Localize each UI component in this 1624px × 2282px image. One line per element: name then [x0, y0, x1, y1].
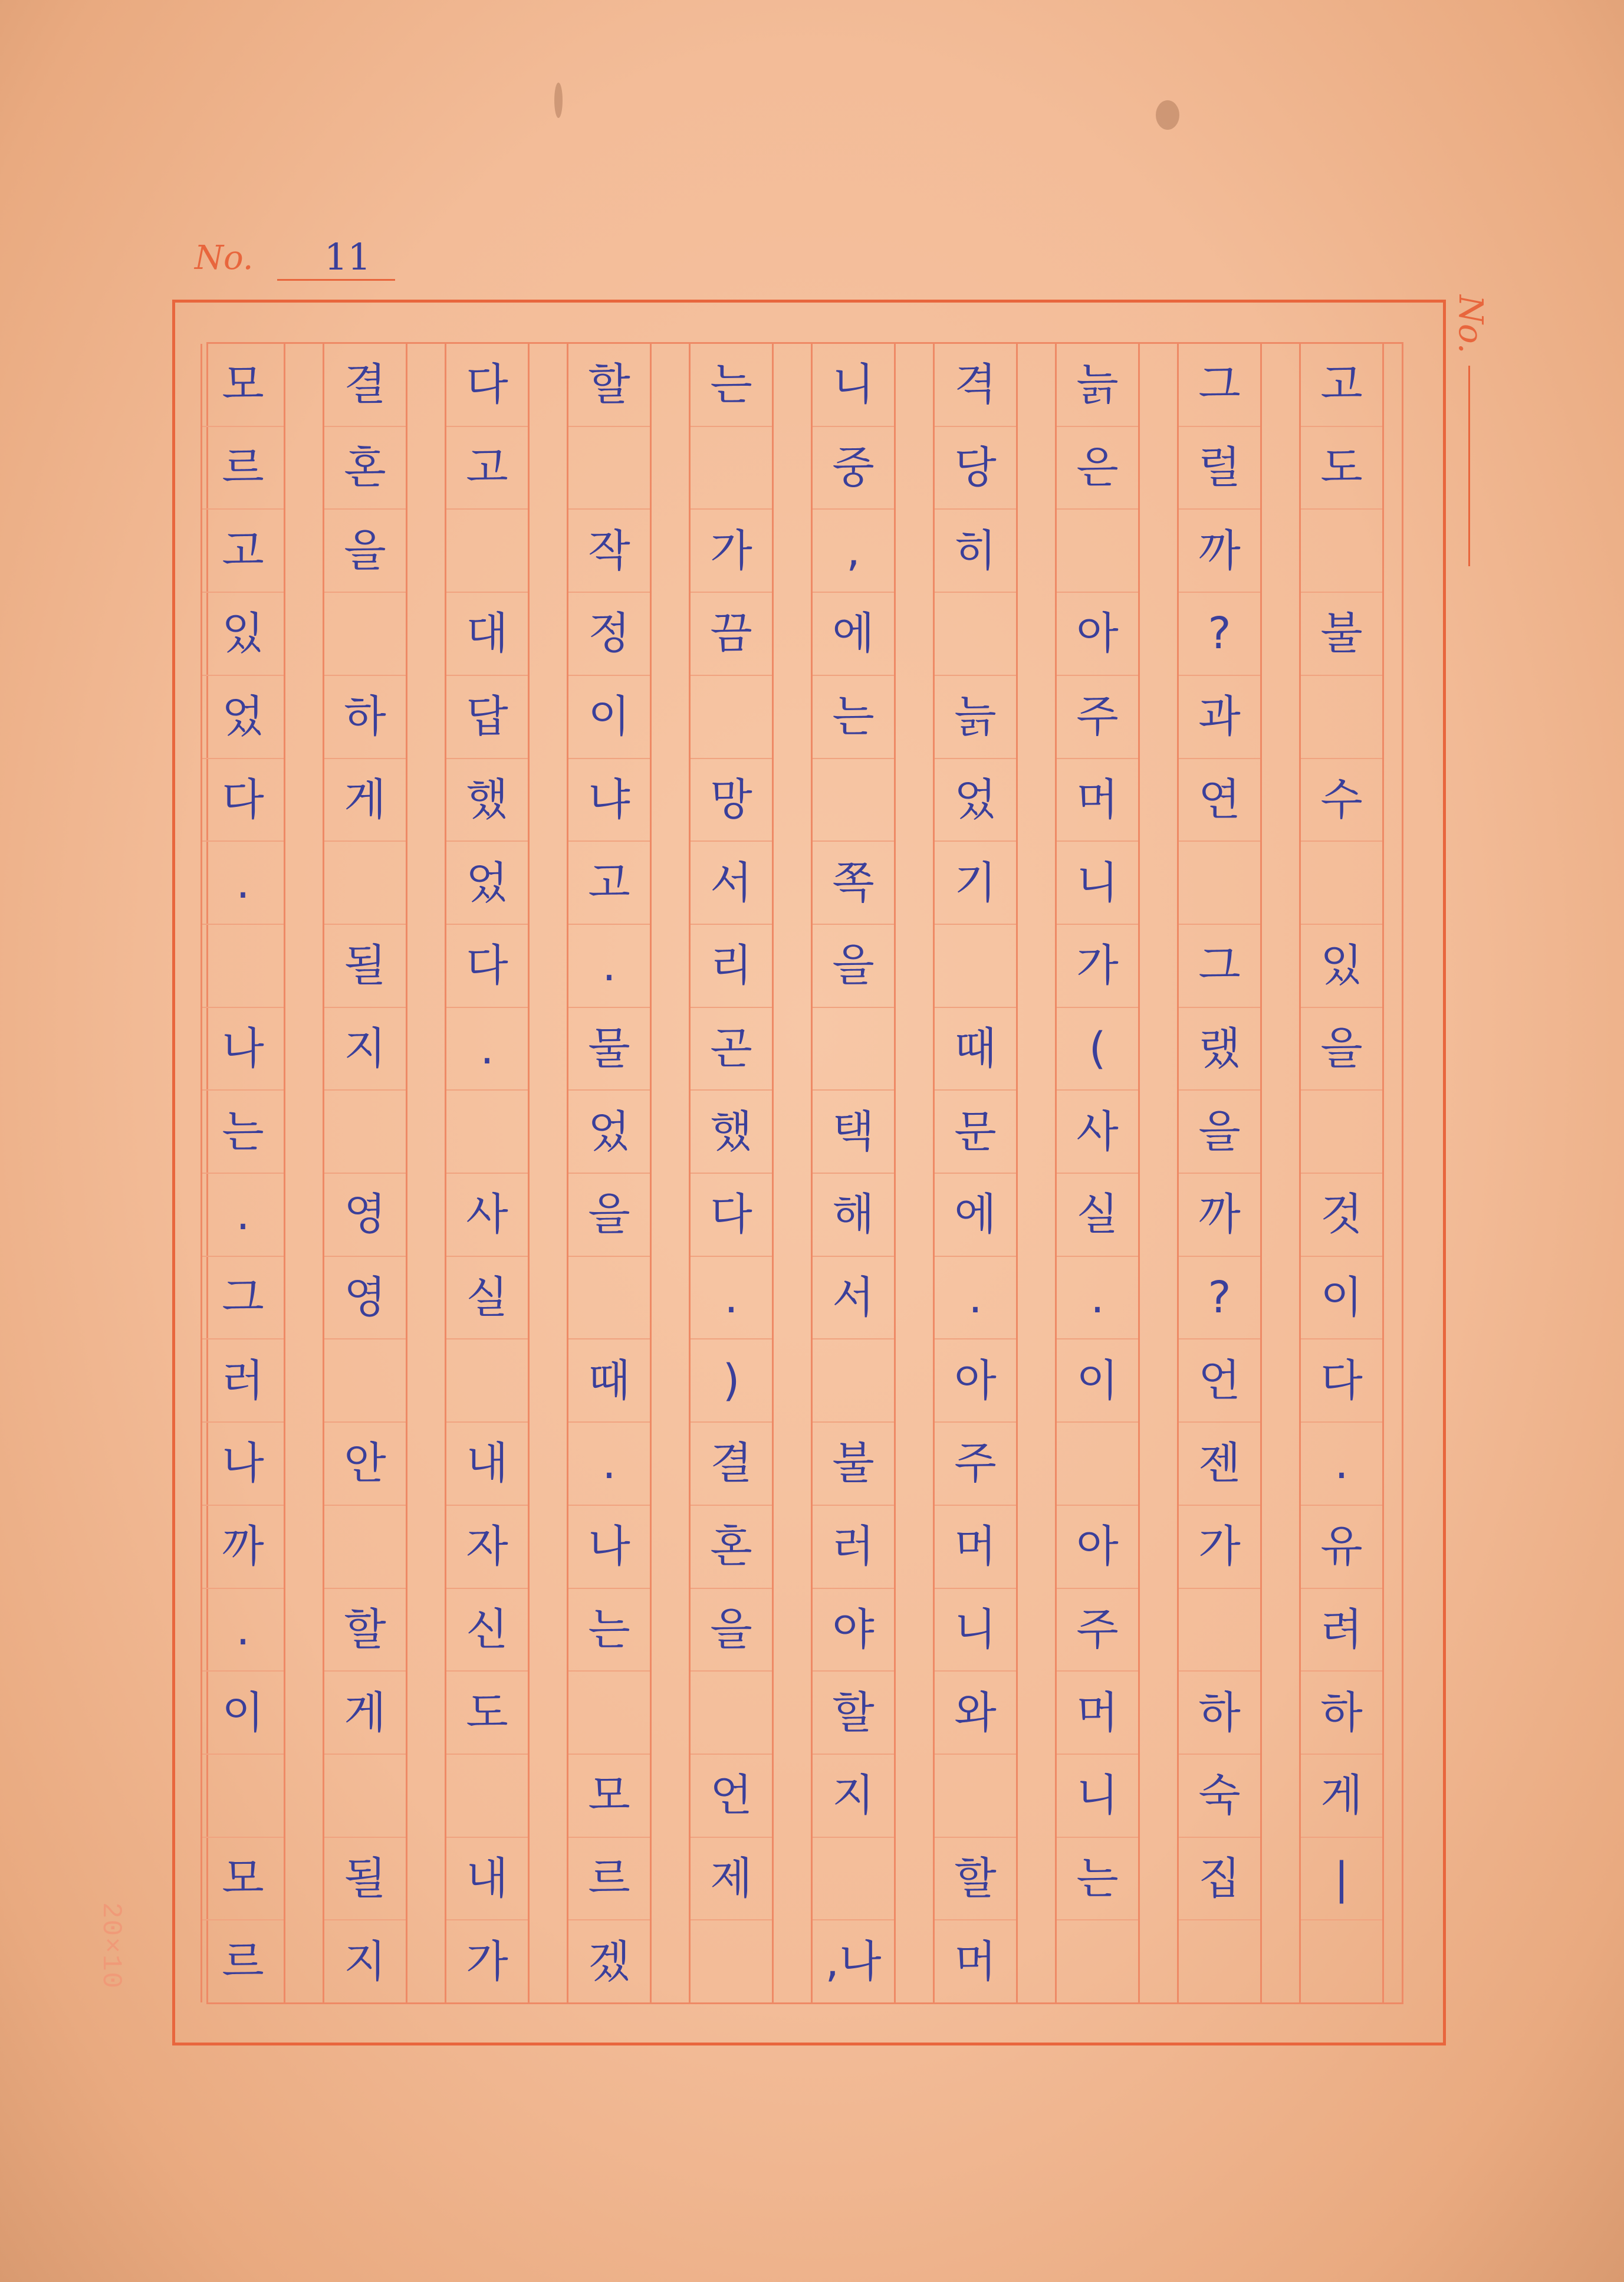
manuscript-cell [324, 842, 406, 925]
manuscript-cell: 결 [324, 344, 406, 427]
manuscript-cell: 가 [691, 510, 772, 593]
manuscript-cell: 다 [691, 1174, 772, 1257]
manuscript-cell: | [1301, 1838, 1382, 1921]
manuscript-cell: 도 [1301, 427, 1382, 510]
manuscript-cell: 혼 [324, 427, 406, 510]
manuscript-cell: 은 [1057, 427, 1138, 510]
manuscript-cell: 게 [1301, 1755, 1382, 1838]
manuscript-cell: 때 [568, 1339, 650, 1423]
manuscript-cell: 가 [1057, 925, 1138, 1008]
manuscript-cell: 다 [446, 925, 528, 1008]
manuscript-cell: 언 [691, 1755, 772, 1838]
manuscript-cell: 는 [1057, 1838, 1138, 1921]
manuscript-cell: 을 [568, 1174, 650, 1257]
manuscript-cell: 물 [568, 1008, 650, 1091]
manuscript-cell [324, 1755, 406, 1838]
manuscript-cell: 까 [1179, 510, 1260, 593]
manuscript-cell: 것 [1301, 1174, 1382, 1257]
manuscript-cell: . [568, 1423, 650, 1506]
manuscript-cell: 히 [935, 510, 1016, 593]
manuscript-cell: 아 [1057, 1506, 1138, 1589]
manuscript-cell: 고 [202, 510, 284, 593]
manuscript-cell: 었 [202, 676, 284, 759]
manuscript-cell: 했 [446, 759, 528, 842]
manuscript-cell: 할 [935, 1838, 1016, 1921]
manuscript-cell: 려 [1301, 1589, 1382, 1672]
manuscript-cell: 니 [1057, 1755, 1138, 1838]
manuscript-cell: 고 [1301, 344, 1382, 427]
manuscript-cell [813, 759, 894, 842]
manuscript-cell: 는 [568, 1589, 650, 1672]
manuscript-cell: 주 [1057, 1589, 1138, 1672]
manuscript-cell: 될 [324, 925, 406, 1008]
manuscript-cell: 니 [1057, 842, 1138, 925]
manuscript-cell: 이 [1301, 1257, 1382, 1340]
manuscript-cell [691, 676, 772, 759]
manuscript-cell: 는 [813, 676, 894, 759]
manuscript-cell [568, 1257, 650, 1340]
manuscript-cell: 끔 [691, 593, 772, 676]
ink-stain-top [554, 83, 563, 118]
manuscript-cell: 다 [446, 344, 528, 427]
manuscript-cell: 그 [1179, 344, 1260, 427]
manuscript-cell: 야 [813, 1589, 894, 1672]
manuscript-cell: 망 [691, 759, 772, 842]
manuscript-cell: 젠 [1179, 1423, 1260, 1506]
manuscript-cell: 격 [935, 344, 1016, 427]
manuscript-cell [1301, 1091, 1382, 1174]
manuscript-cell: 머 [1057, 1672, 1138, 1755]
manuscript-cell: 제 [691, 1838, 772, 1921]
manuscript-cell: 는 [202, 1091, 284, 1174]
side-number-field [1451, 295, 1492, 590]
manuscript-cell [1179, 1920, 1260, 2002]
manuscript-cell [202, 925, 284, 1008]
manuscript-cell: 문 [935, 1091, 1016, 1174]
manuscript-column [323, 344, 407, 2002]
manuscript-cell: . [202, 1174, 284, 1257]
manuscript-cell: 실 [1057, 1174, 1138, 1257]
manuscript-cell: 가 [1179, 1506, 1260, 1589]
manuscript-cell [813, 1008, 894, 1091]
manuscript-cell: 하 [1179, 1672, 1260, 1755]
manuscript-cell: ( [1057, 1008, 1138, 1091]
manuscript-cell: 이 [1057, 1339, 1138, 1423]
manuscript-cell: 을 [1179, 1091, 1260, 1174]
page-number-label: No. [195, 239, 254, 277]
manuscript-cell: 까 [202, 1506, 284, 1589]
manuscript-cell: 자 [446, 1506, 528, 1589]
manuscript-cell: 었 [935, 759, 1016, 842]
manuscript-cell: 주 [935, 1423, 1016, 1506]
manuscript-cell: 그 [1179, 925, 1260, 1008]
manuscript-cell: 아 [1057, 593, 1138, 676]
manuscript-cell: 해 [813, 1174, 894, 1257]
manuscript-column [567, 344, 652, 2002]
manuscript-cell: 머 [954, 1936, 997, 1987]
manuscript-cell: 불 [813, 1423, 894, 1506]
manuscript-cell: 늙 [1057, 344, 1138, 427]
manuscript-cell: 늙 [935, 676, 1016, 759]
manuscript-cell: 과 [1179, 676, 1260, 759]
manuscript-cell [446, 1755, 528, 1838]
side-number-label: No. [1451, 295, 1490, 354]
manuscript-column [200, 344, 285, 2002]
manuscript-cell: 서 [691, 842, 772, 925]
manuscript-cell: 냐 [568, 759, 650, 842]
manuscript-cell: 게 [324, 759, 406, 842]
page-number-field [195, 235, 395, 280]
manuscript-column [811, 344, 896, 2002]
manuscript-cell [1301, 1920, 1382, 2002]
manuscript-cell: 고 [446, 427, 528, 510]
manuscript-cell: 을 [813, 925, 894, 1008]
manuscript-cell: 답 [446, 676, 528, 759]
manuscript-cell [324, 1091, 406, 1174]
manuscript-cell: 나 [202, 1423, 284, 1506]
manuscript-cell: 될 [324, 1838, 406, 1921]
manuscript-cell [935, 1755, 1016, 1838]
manuscript-cell: 유 [1301, 1506, 1382, 1589]
manuscript-cell: 이 [202, 1672, 284, 1755]
manuscript-cell: 을 [324, 510, 406, 593]
manuscript-cell: 기 [935, 842, 1016, 925]
manuscript-column [933, 344, 1018, 2002]
manuscript-cell: 불 [1301, 593, 1382, 676]
manuscript-cell [202, 1755, 284, 1838]
manuscript-cell [1301, 842, 1382, 925]
ink-stain-top-right [1156, 100, 1179, 130]
manuscript-cell: 대 [446, 593, 528, 676]
manuscript-cell [446, 510, 528, 593]
manuscript-cell: . [691, 1257, 772, 1340]
manuscript-cell [568, 427, 650, 510]
manuscript-cell: 머 [935, 1506, 1016, 1589]
manuscript-cell [813, 1838, 894, 1921]
manuscript-cell: 숙 [1179, 1755, 1260, 1838]
manuscript-cell: 있 [202, 593, 284, 676]
manuscript-cell: 그 [202, 1257, 284, 1340]
manuscript-cell: 다 [202, 759, 284, 842]
manuscript-cell: 럴 [1179, 427, 1260, 510]
manuscript-cell: . [446, 1008, 528, 1091]
manuscript-column [1299, 344, 1384, 2002]
manuscript-cell [1057, 1920, 1138, 2002]
manuscript-cell: 사 [1057, 1091, 1138, 1174]
manuscript-cell: 했 [691, 1091, 772, 1174]
manuscript-cell: 다 [1301, 1339, 1382, 1423]
manuscript-cell: 을 [691, 1589, 772, 1672]
manuscript-cell: 집 [1179, 1838, 1260, 1921]
manuscript-cell: 서 [813, 1257, 894, 1340]
manuscript-cell: 결 [691, 1423, 772, 1506]
manuscript-cell [691, 1920, 772, 2002]
manuscript-cell: 내 [446, 1838, 528, 1921]
page-number-underline [277, 279, 395, 281]
manuscript-cell: 러 [202, 1339, 284, 1423]
manuscript-cell: 을 [1301, 1008, 1382, 1091]
manuscript-cell [935, 593, 1016, 676]
manuscript-cell [691, 1672, 772, 1755]
manuscript-cell: 르 [202, 427, 284, 510]
manuscript-cell: 언 [1179, 1339, 1260, 1423]
manuscript-cell: 랬 [1179, 1008, 1260, 1091]
manuscript-cell: 안 [324, 1423, 406, 1506]
manuscript-cell: 나 [568, 1506, 650, 1589]
manuscript-cell [1179, 1589, 1260, 1672]
manuscript-cell: 지 [324, 1008, 406, 1091]
manuscript-cell [324, 593, 406, 676]
manuscript-cell [935, 925, 1016, 1008]
manuscript-cell: 작 [568, 510, 650, 593]
manuscript-cell [1179, 842, 1260, 925]
manuscript-cell [1057, 1423, 1138, 1506]
manuscript-cell: 때 [935, 1008, 1016, 1091]
manuscript-cell: 주 [1057, 676, 1138, 759]
manuscript-cell: 할 [813, 1672, 894, 1755]
manuscript-cell: 곤 [691, 1008, 772, 1091]
manuscript-cell: 신 [446, 1589, 528, 1672]
manuscript-cell: , [813, 510, 894, 593]
manuscript-cell: ? [1179, 1257, 1260, 1340]
manuscript-cell [324, 1506, 406, 1589]
manuscript-cell: 하 [1301, 1672, 1382, 1755]
manuscript-cell: 나 [202, 1008, 284, 1091]
manuscript-cell: 실 [446, 1257, 528, 1340]
manuscript-cell: 니 [935, 1589, 1016, 1672]
manuscript-cell [568, 1672, 650, 1755]
manuscript-cell: 아 [935, 1339, 1016, 1423]
manuscript-column [689, 344, 774, 2002]
manuscript-cell: 었 [446, 842, 528, 925]
manuscript-cell [1301, 676, 1382, 759]
manuscript-cell [446, 1339, 528, 1423]
manuscript-cell: 사 [446, 1174, 528, 1257]
manuscript-cell: 와 [935, 1672, 1016, 1755]
manuscript-cell: 르 [222, 1936, 264, 1987]
manuscript-cell: 겠 [588, 1936, 630, 1987]
manuscript-cell: . [1057, 1257, 1138, 1340]
manuscript-cell: 영 [324, 1174, 406, 1257]
manuscript-cell: 에 [813, 593, 894, 676]
manuscript-cell: 할 [324, 1589, 406, 1672]
manuscript-cell: ) [691, 1339, 772, 1423]
manuscript-cell: 정 [568, 593, 650, 676]
manuscript-cell: ,나 [825, 1936, 882, 1987]
manuscript-cell: ? [1179, 593, 1260, 676]
manuscript-cell: 내 [446, 1423, 528, 1506]
manuscript-cell: 연 [1179, 759, 1260, 842]
page-number-value: 11 [324, 235, 371, 278]
manuscript-cell: 하 [324, 676, 406, 759]
side-number-line [1468, 366, 1470, 566]
manuscript-cell: 중 [813, 427, 894, 510]
manuscript-grid [206, 342, 1403, 2004]
manuscript-cell [691, 427, 772, 510]
manuscript-cell: 러 [813, 1506, 894, 1589]
manuscript-cell: . [568, 925, 650, 1008]
manuscript-cell: . [202, 842, 284, 925]
manuscript-cell: 택 [813, 1091, 894, 1174]
manuscript-cell [1301, 510, 1382, 593]
manuscript-cell: 이 [568, 676, 650, 759]
manuscript-cell: 머 [1057, 759, 1138, 842]
manuscript-cell: . [935, 1257, 1016, 1340]
manuscript-cell: 는 [691, 344, 772, 427]
manuscript-cell: 모 [202, 1838, 284, 1921]
manuscript-cell: 까 [1179, 1174, 1260, 1257]
manuscript-cell: 고 [568, 842, 650, 925]
manuscript-cell [446, 1091, 528, 1174]
manuscript-cell: 할 [568, 344, 650, 427]
manuscript-cell: 영 [324, 1257, 406, 1340]
manuscript-cell: 쪽 [813, 842, 894, 925]
manuscript-cell: 당 [935, 427, 1016, 510]
manuscript-cell: 있 [1301, 925, 1382, 1008]
manuscript-cell: 었 [568, 1091, 650, 1174]
manuscript-cell [324, 1339, 406, 1423]
manuscript-cell: 게 [324, 1672, 406, 1755]
manuscript-cell: 리 [691, 925, 772, 1008]
manuscript-cell: 도 [446, 1672, 528, 1755]
manuscript-cell [813, 1339, 894, 1423]
paper-format-stamp: 20×10 [96, 1902, 126, 1990]
manuscript-cell: 지 [813, 1755, 894, 1838]
manuscript-cell: 모 [568, 1755, 650, 1838]
manuscript-cell: . [1301, 1423, 1382, 1506]
manuscript-cell: 가 [466, 1936, 508, 1987]
manuscript-cell: 니 [813, 344, 894, 427]
manuscript-cell: 수 [1301, 759, 1382, 842]
manuscript-cell: 지 [344, 1936, 386, 1987]
manuscript-column [1177, 344, 1262, 2002]
manuscript-column [1055, 344, 1140, 2002]
manuscript-cell [1057, 510, 1138, 593]
manuscript-cell: 르 [568, 1838, 650, 1921]
manuscript-cell: 혼 [691, 1506, 772, 1589]
manuscript-cell: . [202, 1589, 284, 1672]
manuscript-column [445, 344, 530, 2002]
manuscript-cell: 에 [935, 1174, 1016, 1257]
manuscript-cell: 모 [202, 344, 284, 427]
